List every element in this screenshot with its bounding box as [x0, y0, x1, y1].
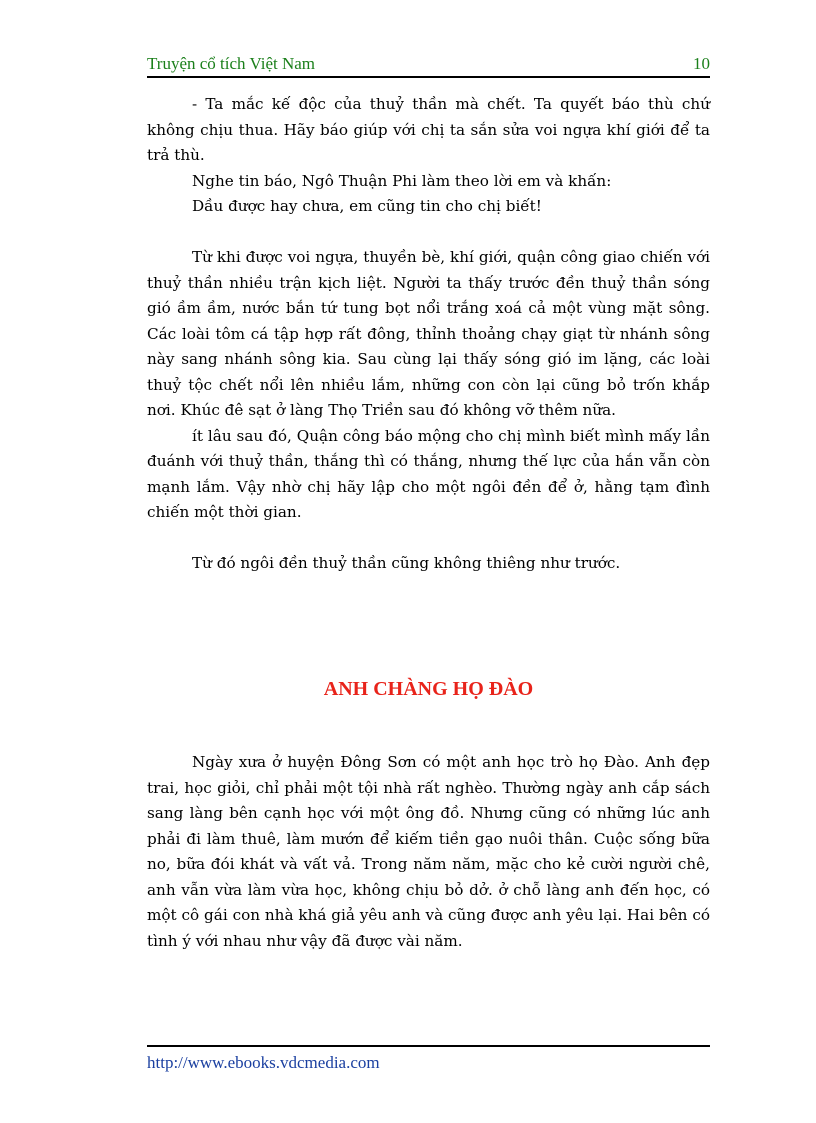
paragraph: Từ đó ngôi đền thuỷ thần cũng không thiêng như trước. — [192, 554, 621, 572]
paragraph: - Ta mắc kế độc của thuỷ thần mà chết. Ta quyết báo thù chứ không chịu thua. Hãy báo giúp với chị ta sắn sửa voi ngựa khí giới để ta trả thù. — [147, 95, 710, 164]
page-footer — [147, 1045, 710, 1073]
story-continuation — [147, 92, 710, 577]
website-link[interactable]: http://www.ebooks.vdcmedia.com — [147, 1053, 380, 1072]
paragraph: ít lâu sau đó, Quận công báo mộng cho chị mình biết mình mấy lần đuánh với thuỷ thần, thắng thì có thắng, nhưng thế lực của hắn vẫn còn mạnh lắm. Vậy nhờ chị hãy lập cho một ngôi đền để ở, hằng tạm đình chiến một thời gian. — [147, 426, 710, 521]
paragraph: Nghe tin báo, Ngô Thuận Phi làm theo lời em và khấn: — [192, 171, 612, 190]
chapter-title: ANH CHÀNG HỌ ĐÀO — [323, 678, 534, 700]
page-number: 10 — [693, 54, 710, 73]
page-header — [147, 52, 710, 78]
spacer — [147, 220, 710, 246]
new-story-body — [147, 750, 710, 954]
paragraph: Ngày xưa ở huyện Đông Sơn có một anh học trò họ Đào. Anh đẹp trai, học giỏi, chỉ phải một tội nhà rất nghèo. Thường ngày anh cắp sách sang làng bên cạnh học với một ông đồ. Nhưng cũng có những lúc anh phải đi làm thuê, làm mướn để kiếm tiền gạo nuôi thân. Cuộc sống bữa no, bữa đói khát và vất vả. Trong năm năm, mặc cho kẻ cười người chê, anh vẫn vừa làm vừa học, không chịu bỏ dở. ở chỗ làng anh đến học, có một cô gái con nhà khá giả yêu anh và cũng được anh yêu lại. Hai bên có tình ý với nhau như vậy đã được vài năm. — [147, 753, 710, 950]
paragraph: Từ khi được voi ngựa, thuyền bè, khí giới, quận công giao chiến với thuỷ thần nhiều trận kịch liệt. Người ta thấy trước đền thuỷ thần sóng gió ầm ầm, nước bắn tứ tung bọt nổi trắng xoá cả một vùng mặt sông. Các loài tôm cá tập hợp rất đông, thỉnh thoảng chạy giạt từ nhánh sông này sang nhánh sông kia. Sau cùng lại thấy sóng gió im lặng, các loài thuỷ tộc chết nổi lên nhiều lắm, những con còn lại cũng bỏ trốn khắp nơi. Khúc đê sạt ở làng Thọ Triền sau đó không vỡ thêm nữa. — [147, 248, 710, 419]
book-title: Truyện cổ tích Việt Nam — [147, 54, 316, 73]
spacer — [147, 526, 710, 552]
paragraph: Dầu được hay chưa, em cũng tin cho chị biết! — [192, 197, 542, 215]
